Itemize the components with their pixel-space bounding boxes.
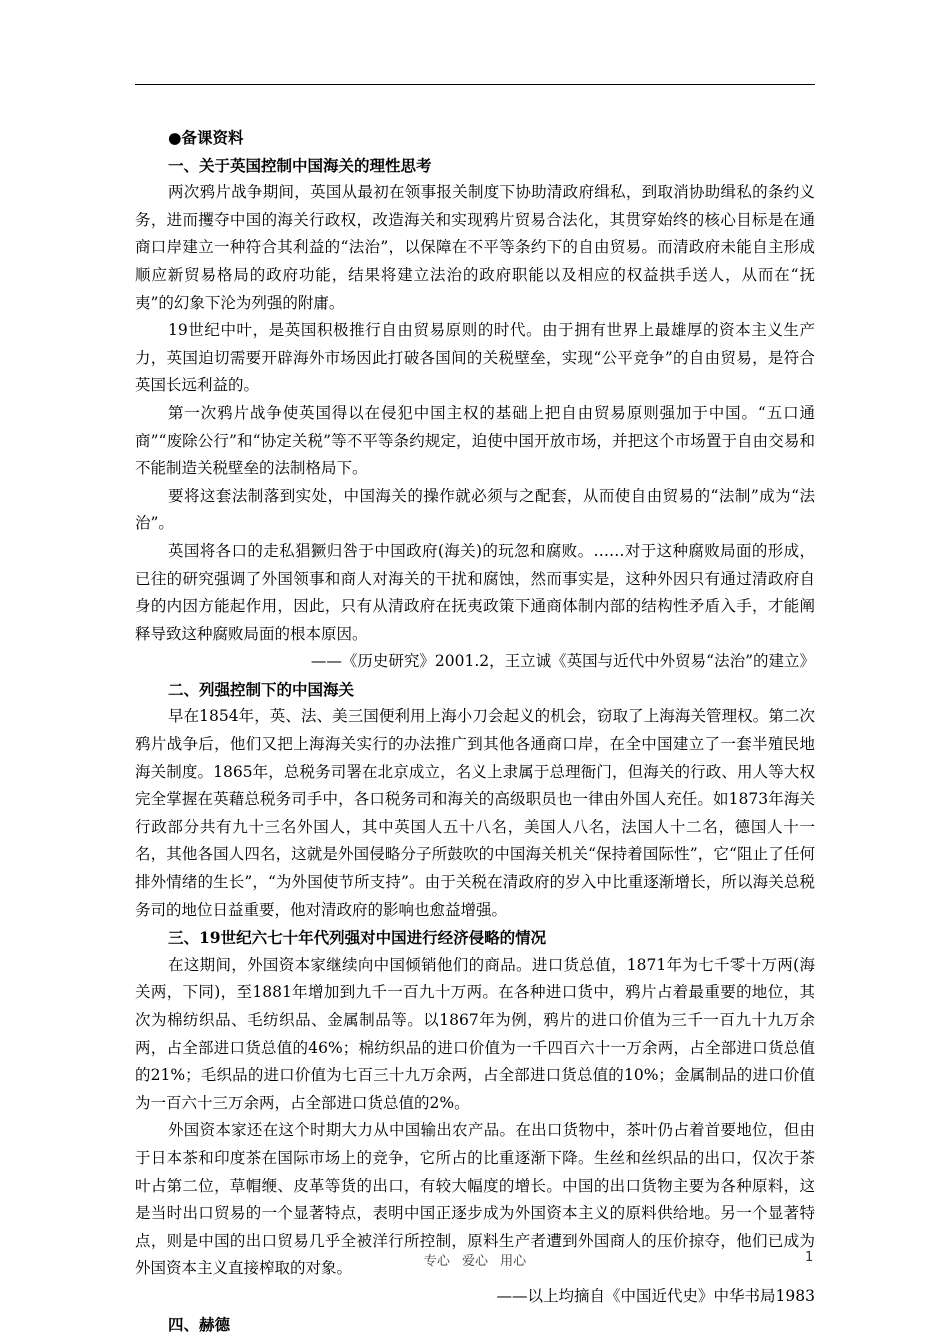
- section-3-heading: 三、19世纪六七十年代列强对中国进行经济侵略的情况: [168, 928, 547, 948]
- section-4-heading: 四、赫德: [168, 1314, 231, 1334]
- section-1-paragraph-5: 英国将各口的走私猖獗归咎于中国政府(海关)的玩忽和腐败。……对于这种腐败局面的形成，已往的研究强调了外国领事和商人对海关的干扰和腐蚀，然而事实是，这种外因只有通过清政府自身的内因方能起作用，因此，只有从清政府在抚夷政策下通商体制内部的结构性矛盾入手，才能阐释导致这种腐败局面的根本原因。: [135, 541, 815, 643]
- section-title: ●备课资料: [168, 128, 244, 147]
- section-1-paragraph-3: 第一次鸦片战争使英国得以在侵犯中国主权的基础上把自由贸易原则强加于中国。“五口通商”“废除公行”和“协定关税”等不平等条约规定，迫使中国开放市场，并把这个市场置于自由交易和不能制造关税壁垒的法制格局下。: [135, 403, 815, 478]
- footer-motto: 专心 爱心 用心: [423, 1254, 527, 1269]
- section-2-paragraph-1: 早在1854年，英、法、美三国便利用上海小刀会起义的机会，窃取了上海海关管理权。第二次鸦片战争后，他们又把上海海关实行的办法推广到其他各通商口岸，在全中国建立了一套半殖民地海关制度。1865年，总税务司署在北京成立，名义上隶属于总理衙门，但海关的行政、用人等大权完全掌握在英藉总税务司手中，各口税务司和海关的高级职员也一律由外国人充任。如1873年海关行政部分共有九十三名外国人，其中英国人五十八名，美国人八名，法国人十二名，德国人十一名，其他各国人四名，这就是外国侵略分子所鼓吹的中国海关机关“保持着国际性”，它“阻止了任何排外情绪的生长”，“为外国使节所支持”。由于关税在清政府的岁入中比重逐渐增长，所以海关总税务司的地位日益重要，他对清政府的影响也愈益增强。: [135, 707, 815, 919]
- section-1-citation: ——《历史研究》2001.2，王立诚《英国与近代中外贸易“法治”的建立》: [310, 652, 815, 671]
- section-1-paragraph-2: 19世纪中叶，是英国积极推行自由贸易原则的时代。由于拥有世界上最雄厚的资本主义生产力，英国迫切需要开辟海外市场因此打破各国间的关税壁垒，实现“公平竞争”的自由贸易，是符合英国长远利益的。: [135, 321, 815, 395]
- section-1-paragraph-1: 两次鸦片战争期间，英国从最初在领事报关制度下协助清政府缉私，到取消协助缉私的条约义务，进而攫夺中国的海关行政权，改造海关和实现鸦片贸易合法化，其贯穿始终的核心目标是在通商口岸建立一种符合其利益的“法治”，以保障在不平等条约下的自由贸易。而清政府未能自主形成顺应新贸易格局的政府功能，结果将建立法治的政府职能以及相应的权益拱手送人，从而在“抚夷”的幻象下沦为列强的附庸。: [135, 183, 815, 312]
- section-3-paragraph-2: 外国资本家还在这个时期大力从中国输出农产品。在出口货物中，茶叶仍占着首要地位，但由于日本茶和印度茶在国际市场上的竞争，它所占的比重逐渐下降。生丝和丝织品的出口，仅次于茶叶占第二位，草帽缏、皮革等货的出口，有较大幅度的增长。中国的出口货物主要为各种原料，这是当时出口贸易的一个显著特点，表明中国正逐步成为外国资本主义的原料供给地。另一个显著特点，则是中国的出口贸易几乎全被洋行所控制，原料生产者遭到外国商人的压价掠夺，他们已成为外国资本主义直接榨取的对象。: [135, 1121, 815, 1278]
- section-3-citation: ——以上均摘自《中国近代史》中华书局1983: [496, 1286, 815, 1305]
- section-2-heading: 二、列强控制下的中国海关: [168, 679, 355, 699]
- section-1-paragraph-4: 要将这套法制落到实处，中国海关的操作就必须与之配套，从而使自由贸易的“法制”成为“法治”。: [135, 486, 815, 533]
- document-body: [135, 124, 815, 1338]
- header-rule: [135, 84, 815, 85]
- page-number: 1: [805, 1250, 814, 1265]
- section-3-paragraph-1: 在这期间，外国资本家继续向中国倾销他们的商品。进口货总值，1871年为七千零十万两(海关两，下同)，至1881年增加到九千一百九十万两。在各种进口货中，鸦片占着最重要的地位，其次为棉纺织品、毛纺织品、金属制品等。以1867年为例，鸦片的进口价值为三千一百九十九万余两，占全部进口货总值的46%；棉纺织品的进口价值为一千四百六十一万余两，占全部进口货总值的21%；毛织品的进口价值为七百三十九万余两，占全部进口货总值的10%；金属制品的进口价值为一百六十三万余两，占全部进口货总值的2%。: [135, 955, 815, 1112]
- section-1-heading: 一、关于英国控制中国海关的理性思考: [168, 155, 432, 175]
